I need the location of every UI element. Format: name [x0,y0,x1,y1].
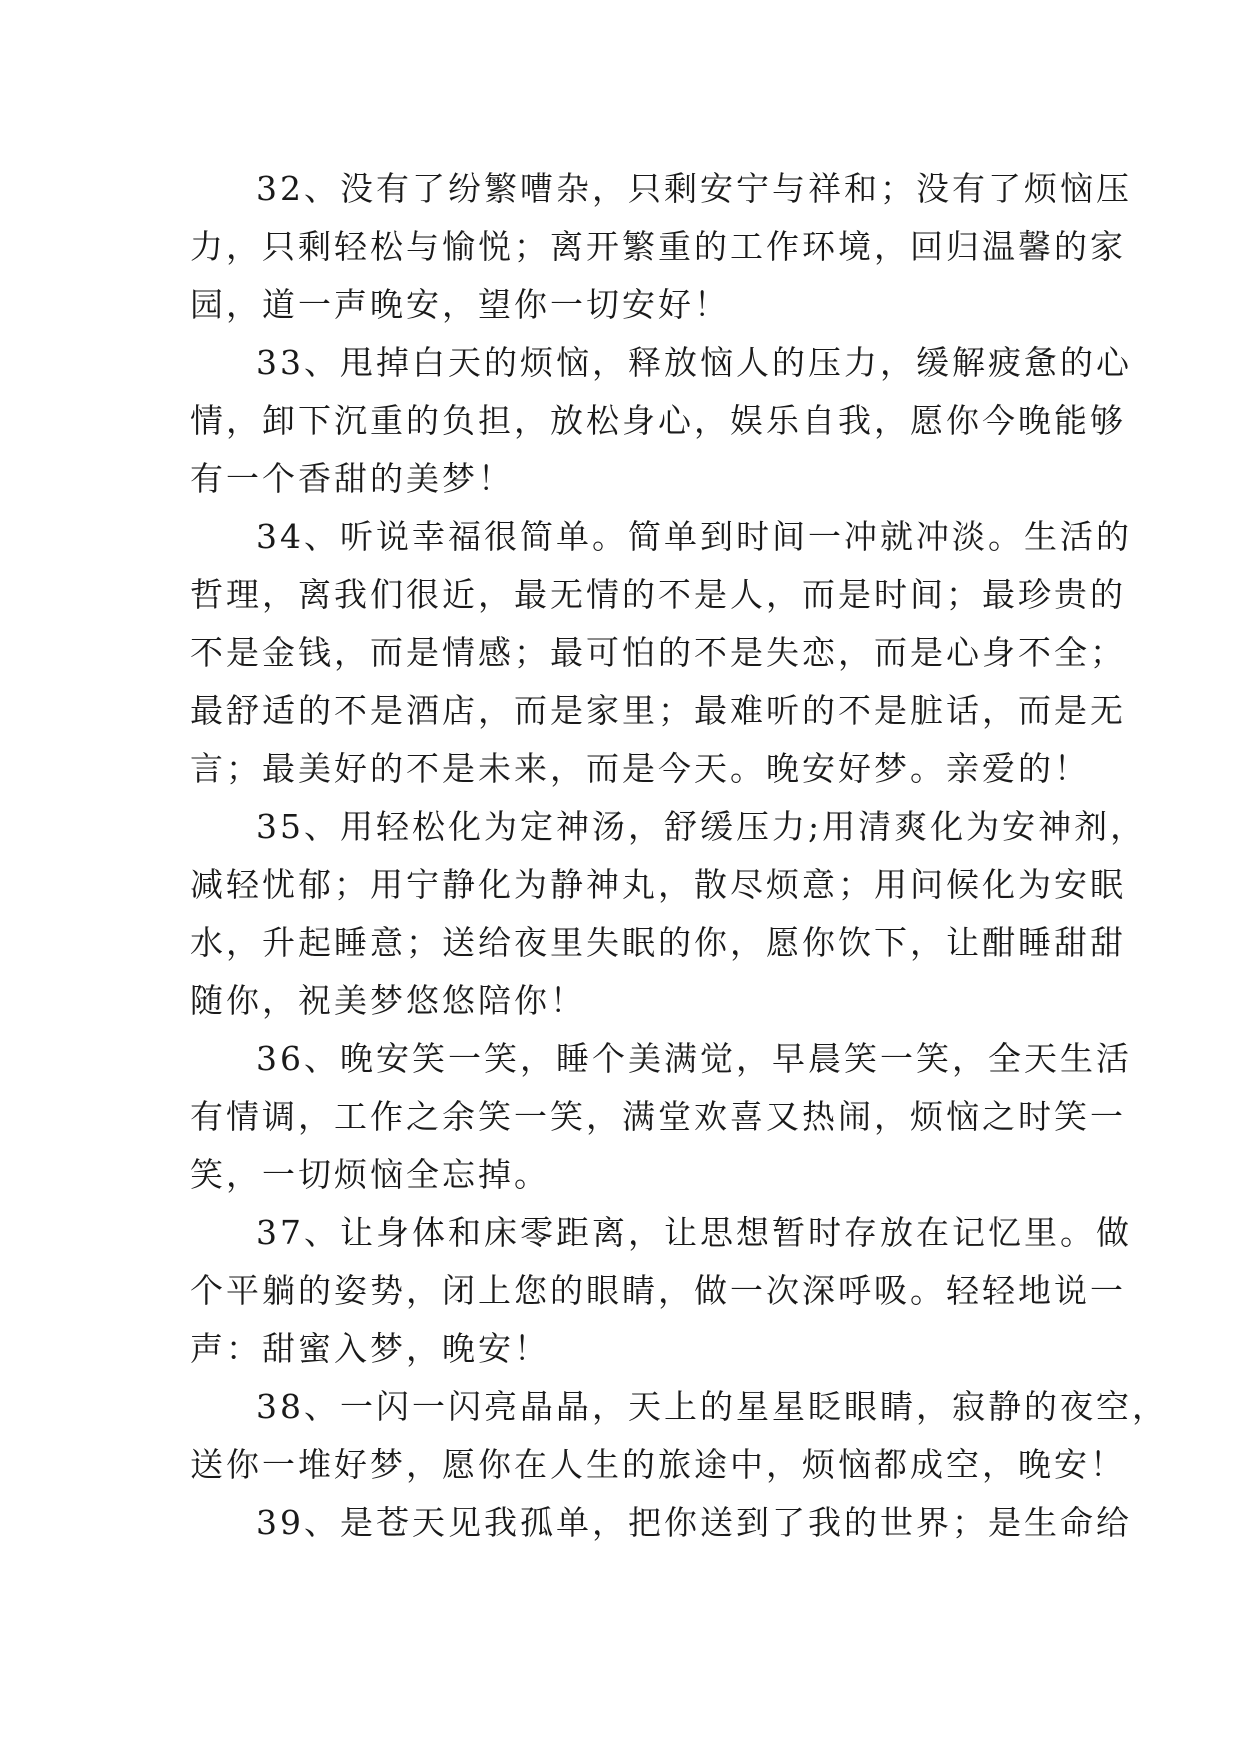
text-line: 减轻忧郁；用宁静化为静神丸，散尽烦意；用问候化为安眠 [190,865,1126,904]
paragraph [190,1494,1132,1552]
text-line: 哲理，离我们很近，最无情的不是人，而是时间；最珍贵的 [190,575,1126,614]
text-line: 39、是苍天见我孤单，把你送到了我的世界；是生命给 [256,1503,1132,1542]
text-line: 园，道一声晚安，望你一切安好！ [190,285,730,324]
text-line: 38、一闪一闪亮晶晶，天上的星星眨眼睛，寂静的夜空， [256,1387,1168,1426]
paragraph [190,334,1132,508]
text-line: 有一个香甜的美梦！ [190,459,514,498]
text-line: 水，升起睡意；送给夜里失眠的你，愿你饮下，让酣睡甜甜 [190,923,1126,962]
text-line: 不是金钱，而是情感；最可怕的不是失恋，而是心身不全； [190,633,1126,672]
document-body [190,160,1168,1552]
text-line: 37、让身体和床零距离，让思想暂时存放在记忆里。做 [256,1213,1132,1252]
text-line: 声：甜蜜入梦，晚安！ [190,1329,550,1368]
text-line: 力，只剩轻松与愉悦；离开繁重的工作环境，回归温馨的家 [190,227,1126,266]
paragraph [190,1030,1132,1204]
text-line: 随你，祝美梦悠悠陪你！ [190,981,586,1020]
text-line: 34、听说幸福很简单。简单到时间一冲就冲淡。生活的 [256,517,1132,556]
paragraph [190,508,1132,798]
text-line: 言；最美好的不是未来，而是今天。晚安好梦。亲爱的！ [190,749,1090,788]
text-line: 33、甩掉白天的烦恼，释放恼人的压力，缓解疲惫的心 [256,343,1132,382]
paragraph [190,1378,1168,1494]
text-line: 情，卸下沉重的负担，放松身心，娱乐自我，愿你今晚能够 [190,401,1126,440]
text-line: 笑，一切烦恼全忘掉。 [190,1155,550,1194]
text-line: 36、晚安笑一笑，睡个美满觉，早晨笑一笑，全天生活 [256,1039,1132,1078]
text-line: 最舒适的不是酒店，而是家里；最难听的不是脏话，而是无 [190,691,1126,730]
paragraph [190,160,1132,334]
paragraph [190,1204,1132,1378]
text-line: 个平躺的姿势，闭上您的眼睛，做一次深呼吸。轻轻地说一 [190,1271,1126,1310]
text-line: 送你一堆好梦，愿你在人生的旅途中，烦恼都成空，晚安！ [190,1445,1126,1484]
paragraph [190,798,1147,1030]
text-line: 32、没有了纷繁嘈杂，只剩安宁与祥和；没有了烦恼压 [256,169,1132,208]
text-line: 35、用轻松化为定神汤，舒缓压力;用清爽化为安神剂， [256,807,1147,846]
text-line: 有情调，工作之余笑一笑，满堂欢喜又热闹，烦恼之时笑一 [190,1097,1126,1136]
